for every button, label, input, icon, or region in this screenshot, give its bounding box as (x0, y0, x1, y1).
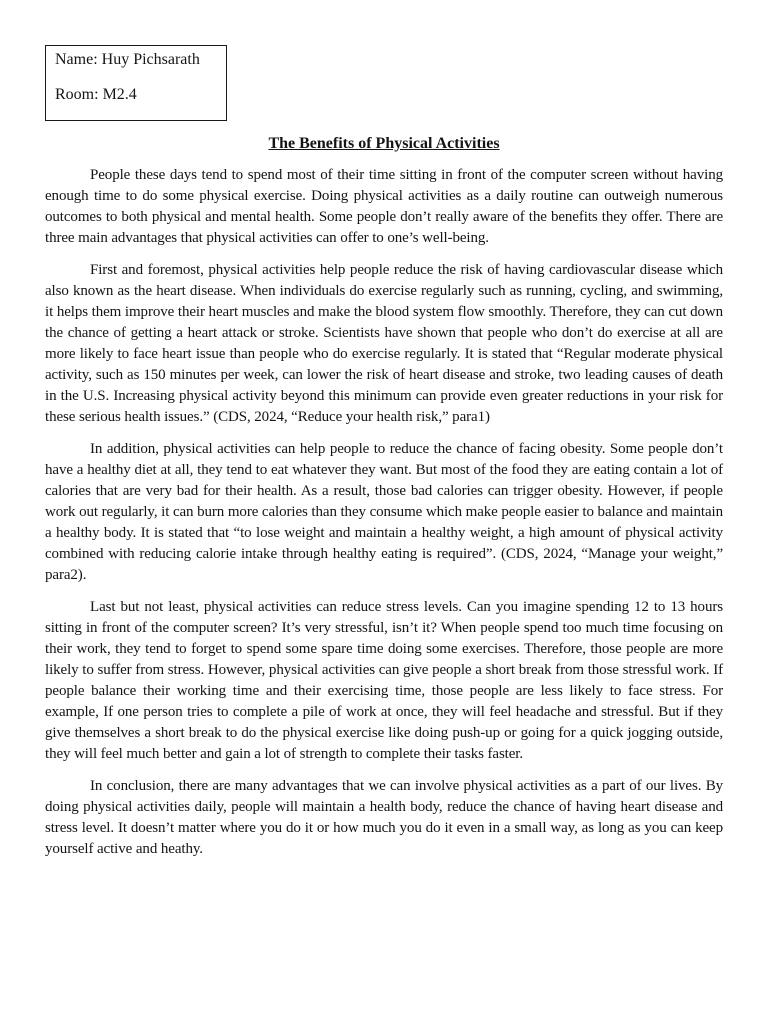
paragraph-heart-disease: First and foremost, physical activities help people reduce the risk of having cardiovascular disease which also known as the heart disease. When individuals do exercise regularly such as running, cycling, and swimming, it helps them improve their heart muscles and make the blood system flow smoothly. Therefore, they can cut down the chance of getting a heart attack or stroke. Scientists have shown that people who don’t do exercise at all are more likely to face heart issue than people who do exercise regularly. It is stated that “Regular moderate physical activity, such as 150 minutes per week, can lower the risk of heart disease and stroke, two leading causes of death in the U.S. Increasing physical activity beyond this minimum can provide even greater reductions in your risk for these serious health issues.” (CDS, 2024, “Reduce your health risk,” para1) (45, 262, 723, 425)
paragraph-obesity: In addition, physical activities can help people to reduce the chance of facing obesity. Some people don’t have a healthy diet at all, they tend to eat whatever they want. But most of the food they are eating contain a lot of calories that are very bad for their health. As a result, those bad calories can trigger obesity. However, if people work out regularly, it can burn more calories than they consume which make people easier to balance and maintain a healthy body. It is stated that “to lose weight and maintain a healthy weight, a high amount of physical activity combined with reducing calorie intake through healthy eating is required”. (CDS, 2024, “Manage your weight,” para2). (45, 441, 723, 583)
paragraph-conclusion: In conclusion, there are many advantages that we can involve physical activities as a part of our lives. By doing physical activities daily, people will maintain a health body, reduce the chance of having heart disease and stress level. It doesn’t matter where you do it or how much you do it even in a small way, as long as you can keep yourself active and heathy. (45, 778, 723, 857)
student-room: Room: M2.4 (55, 86, 137, 103)
paragraph-introduction: People these days tend to spend most of their time sitting in front of the computer screen without having enough time to do some physical exercise. Doing physical activities as a daily routine can outweigh numerous outcomes to both physical and mental health. Some people don’t really aware of the benefits they offer. There are three main advantages that physical activities can offer to one’s well-being. (45, 167, 723, 246)
student-info-box (45, 45, 227, 121)
student-name: Name: Huy Pichsarath (55, 51, 200, 68)
paragraph-stress: Last but not least, physical activities can reduce stress levels. Can you imagine spending 12 to 13 hours sitting in front of the computer screen? It’s very stressful, isn’t it? When people spend too much time focusing on their work, they tend to forget to spend some spare time doing some exercises. Therefore, those people are more likely to suffer from stress. However, physical activities can give people a short break from those stressful work. If people balance their working time and their exercising time, those people are less likely to face stress. For example, If one person tries to complete a pile of work at once, they will feel headache and stressful. But if they give themselves a short break to do the physical exercise like doing push-up or going for a quick jogging outside, they will feel much better and gain a lot of strength to complete their tasks faster. (45, 599, 723, 762)
essay-title: The Benefits of Physical Activities (268, 135, 500, 152)
essay-body (45, 165, 723, 871)
